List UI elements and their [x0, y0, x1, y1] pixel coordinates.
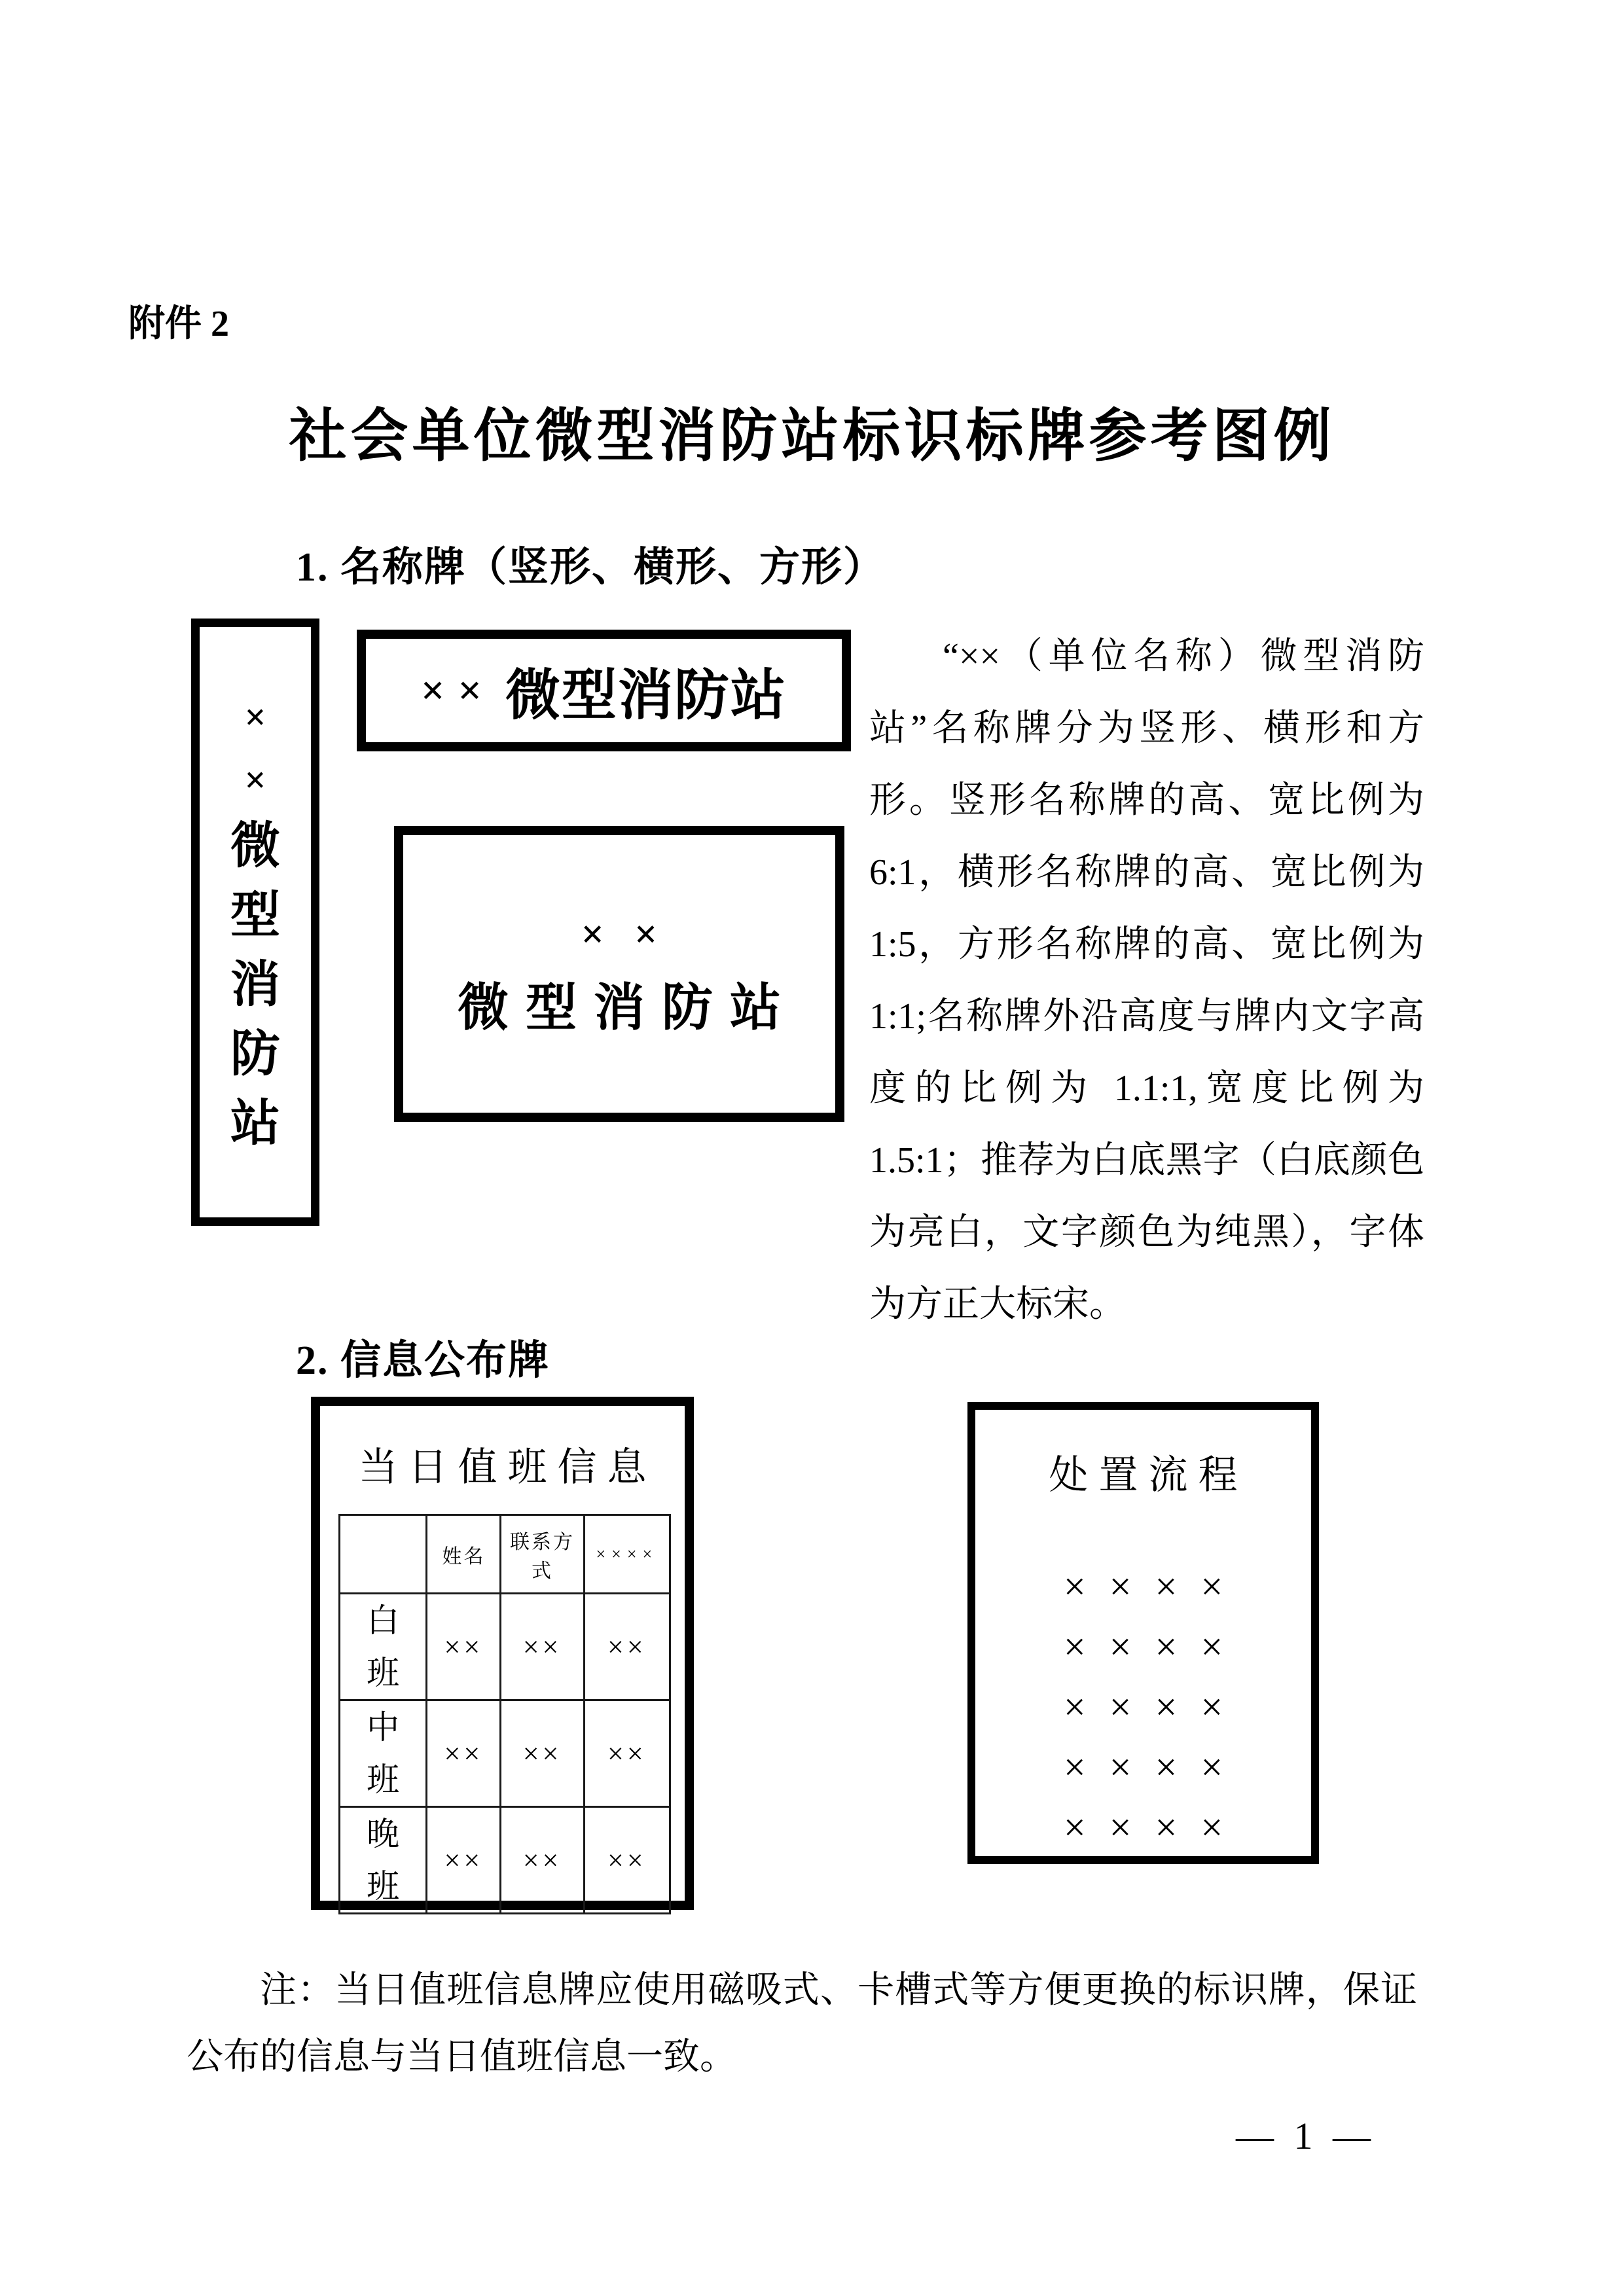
- process-placeholder-rows: [975, 1566, 1311, 1848]
- section2-heading: 2. 信息公布牌: [296, 1338, 550, 1383]
- square-name-sign: [394, 826, 844, 1122]
- table-cell: ××: [584, 1594, 670, 1700]
- sign-char: 型: [230, 888, 280, 943]
- page-number: — 1 —: [1236, 2115, 1376, 2157]
- sign-char: 防: [230, 1027, 280, 1082]
- table-cell: ××: [501, 1700, 584, 1807]
- horizontal-name-sign: [357, 630, 851, 751]
- table-row: [340, 1594, 670, 1700]
- placeholder-row: ××××: [1063, 1565, 1247, 1608]
- sign-char: 消: [230, 958, 280, 1013]
- sign-placeholder-x: ××: [421, 667, 495, 713]
- table-row: [340, 1807, 670, 1914]
- shift-label-day: 白班: [367, 1602, 400, 1691]
- note-text: 注：当日值班信息牌应使用磁吸式、卡槽式等方便更换的标识牌，保证公布的信息与当日值班信息一致。: [187, 1970, 1417, 2077]
- section1-heading: 1. 名称牌（竖形、横形、方形）: [296, 545, 886, 590]
- table-cell: ××: [584, 1807, 670, 1914]
- attachment-label: 附件 2: [128, 304, 229, 344]
- sign-station-name: 微型消防站: [457, 979, 798, 1036]
- table-cell: ××: [584, 1700, 670, 1807]
- sign-char: 微: [230, 819, 280, 874]
- table-cell: ××: [427, 1807, 501, 1914]
- sign-placeholder-x: ××: [581, 912, 688, 957]
- shift-label-middle: 中班: [367, 1709, 400, 1798]
- sign-placeholder-x: ×: [244, 696, 266, 738]
- placeholder-row: ××××: [1063, 1806, 1247, 1849]
- table-cell: ××: [501, 1807, 584, 1914]
- document-title: 社会单位微型消防站标识标牌参考图例: [289, 405, 1335, 469]
- duty-info-board: [311, 1397, 694, 1910]
- duty-table-header-empty: [340, 1515, 427, 1594]
- table-cell: ××: [427, 1700, 501, 1807]
- process-board-title: 处置流程: [1049, 1454, 1248, 1497]
- sign-char: 站: [230, 1096, 280, 1151]
- duty-table-header-placeholder: ××××: [584, 1515, 670, 1594]
- duty-table-header-name: 姓名: [427, 1515, 501, 1594]
- placeholder-row: ××××: [1063, 1625, 1247, 1668]
- duty-table-header-contact: 联系方式: [501, 1515, 584, 1594]
- vertical-name-sign: [191, 619, 319, 1226]
- placeholder-row: ××××: [1063, 1685, 1247, 1729]
- sign-station-name: 微型消防站: [505, 665, 787, 726]
- table-cell: ××: [427, 1594, 501, 1700]
- table-row: [340, 1700, 670, 1807]
- sign-placeholder-x: ×: [244, 759, 266, 801]
- section1-description: “××（单位名称）微型消防站”名称牌分为竖形、横形和方形。竖形名称牌的高、宽比例为6:1，横形名称牌的高、宽比例为1:5，方形名称牌的高、宽比例为1:1;名称牌外沿高度与牌内文字高度的比例为 1.1:1,宽度比例为1.5:1；推荐为白底黑字（白底颜色为亮白，文字颜色为纯黑），字体为方正大标宋。: [869, 636, 1424, 1325]
- duty-table-header-row: [340, 1515, 670, 1594]
- table-cell: ××: [501, 1594, 584, 1700]
- duty-board-title: 当日值班信息: [358, 1446, 657, 1489]
- process-board: [967, 1402, 1319, 1864]
- duty-table: [338, 1514, 671, 1914]
- shift-label-night: 晚班: [367, 1816, 400, 1905]
- placeholder-row: ××××: [1063, 1746, 1247, 1789]
